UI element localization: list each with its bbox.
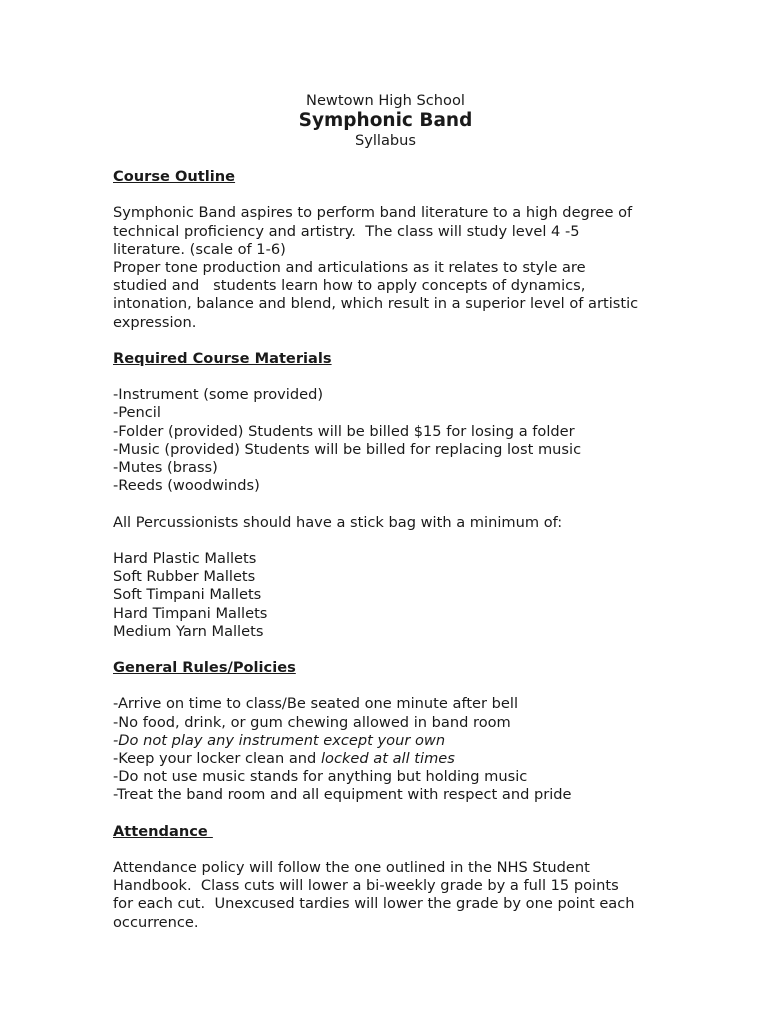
list-item: -Mutes (brass) — [113, 459, 218, 477]
list-item: Hard Plastic Mallets — [113, 550, 257, 567]
text-line: Handbook. Class cuts will lower a bi-weekly grade by a full 15 points — [113, 877, 619, 895]
text-line: intonation, balance and blend, which result in a superior level of artistic — [113, 295, 639, 313]
list-item: -Music (provided) Students will be billed for replacing lost music — [113, 440, 582, 458]
list-item: -Do not use music stands for anything but holding music — [113, 768, 528, 786]
text-line: technical proficiency and artistry. The class will study level 4 -5 — [113, 222, 580, 240]
school-name: Newtown High School — [306, 92, 465, 109]
list-item: -Reeds (woodwinds) — [113, 477, 260, 495]
text-line: studied and students learn how to apply concepts of dynamics, — [113, 277, 586, 295]
attendance-body — [113, 859, 673, 932]
course-outline-heading: Course Outline — [113, 168, 236, 185]
text-line: Symphonic Band aspires to perform band literature to a high degree of — [113, 204, 633, 222]
document-type: Syllabus — [354, 132, 417, 149]
materials-heading: Required Course Materials — [113, 349, 332, 367]
list-item: Hard Timpani Mallets — [113, 604, 268, 622]
mallet-list — [113, 550, 673, 641]
list-item: -Folder (provided) Students will be billed $15 for losing a folder — [113, 422, 575, 440]
list-item: -Do not play any instrument except your own — [113, 731, 446, 749]
list-item: -Arrive on time to class/Be seated one minute after bell — [113, 695, 519, 713]
materials-list — [113, 386, 673, 495]
rules-list — [113, 695, 673, 804]
syllabus-page — [113, 92, 673, 932]
list-item — [113, 750, 673, 768]
list-item: -Treat the band room and all equipment with respect and pride — [113, 786, 572, 804]
list-item: -Pencil — [113, 404, 161, 422]
text-line: Proper tone production and articulations as it relates to style are — [113, 259, 586, 276]
text-line: for each cut. Unexcused tardies will lower the grade by one point each — [113, 895, 635, 913]
course-title: Symphonic Band — [298, 110, 473, 131]
list-item: -No food, drink, or gum chewing allowed in band room — [113, 713, 511, 731]
text-line: literature. (scale of 1-6) — [113, 240, 286, 258]
document-header — [113, 92, 658, 150]
list-item: -Instrument (some provided) — [113, 386, 324, 404]
list-item: Soft Rubber Mallets — [113, 568, 256, 586]
percussion-intro: All Percussionists should have a stick bag with a minimum of: — [113, 513, 563, 531]
text-line: Attendance policy will follow the one outlined in the NHS Student — [113, 859, 590, 877]
text-line: occurrence. — [113, 913, 199, 931]
course-outline-body — [113, 204, 673, 331]
rules-heading: General Rules/Policies — [113, 659, 296, 677]
list-item: Soft Timpani Mallets — [113, 586, 262, 604]
list-item: Medium Yarn Mallets — [113, 622, 264, 640]
list-item-text: -Keep your locker clean and — [113, 750, 321, 768]
list-item-emphasis: locked at all times — [320, 750, 455, 768]
text-line: expression. — [113, 313, 197, 331]
attendance-heading: Attendance — [113, 822, 213, 840]
